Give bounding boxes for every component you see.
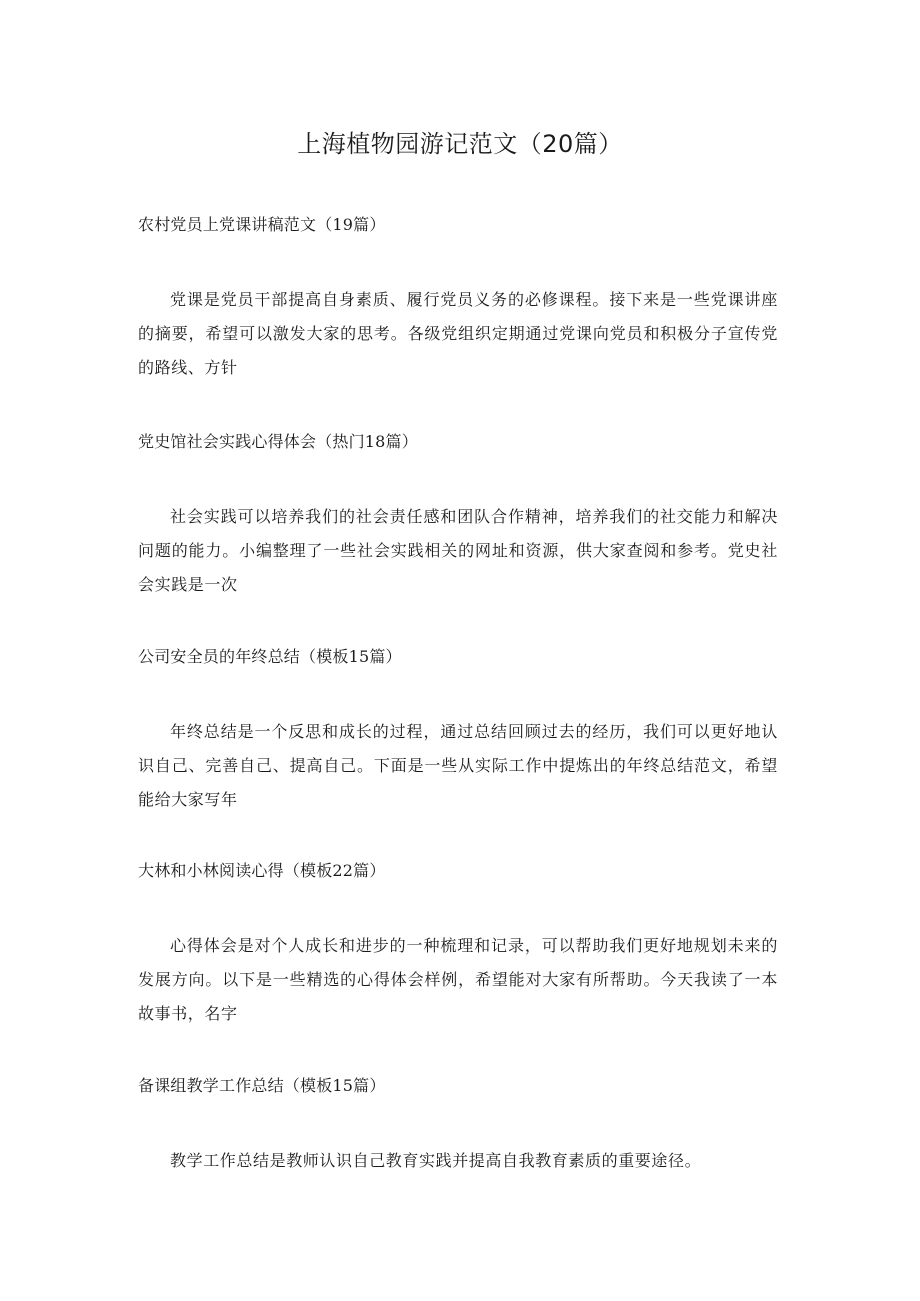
- article-summary: 教学工作总结是教师认识自己教育实践并提高自我教育素质的重要途径。: [170, 1151, 702, 1170]
- article-item: [138, 213, 778, 385]
- page-title: 上海植物园游记范文（20篇）: [297, 130, 623, 158]
- article-summary: 心得体会是对个人成长和进步的一种梳理和记录，可以帮助我们更好地规划未来的发展方向。以下是一些精选的心得体会样例，希望能对大家有所帮助。今天我读了一本故事书，名字: [138, 936, 778, 1023]
- article-title[interactable]: 农村党员上党课讲稿范文（19篇）: [138, 215, 386, 234]
- article-summary: 社会实践可以培养我们的社会责任感和团队合作精神，培养我们的社交能力和解决问题的能力。小编整理了一些社会实践相关的网址和资源，供大家查阅和参考。党史社会实践是一次: [138, 507, 778, 594]
- article-item: [138, 1074, 778, 1178]
- article-summary: 党课是党员干部提高自身素质、履行党员义务的必修课程。接下来是一些党课讲座的摘要，希望可以激发大家的思考。各级党组织定期通过党课向党员和积极分子宣传党的路线、方针: [138, 290, 778, 377]
- article-item: [138, 859, 778, 1031]
- article-item: [138, 430, 778, 602]
- article-summary: 年终总结是一个反思和成长的过程，通过总结回顾过去的经历，我们可以更好地认识自己、完善自己、提高自己。下面是一些从实际工作中提炼出的年终总结范文，希望能给大家写年: [138, 722, 778, 809]
- article-title[interactable]: 党史馆社会实践心得体会（热门18篇）: [138, 432, 418, 451]
- article-item: [138, 645, 778, 817]
- article-title[interactable]: 公司安全员的年终总结（模板15篇）: [138, 647, 402, 666]
- article-title[interactable]: 大林和小林阅读心得（模板22篇）: [138, 861, 386, 880]
- article-title[interactable]: 备课组教学工作总结（模板15篇）: [138, 1076, 386, 1095]
